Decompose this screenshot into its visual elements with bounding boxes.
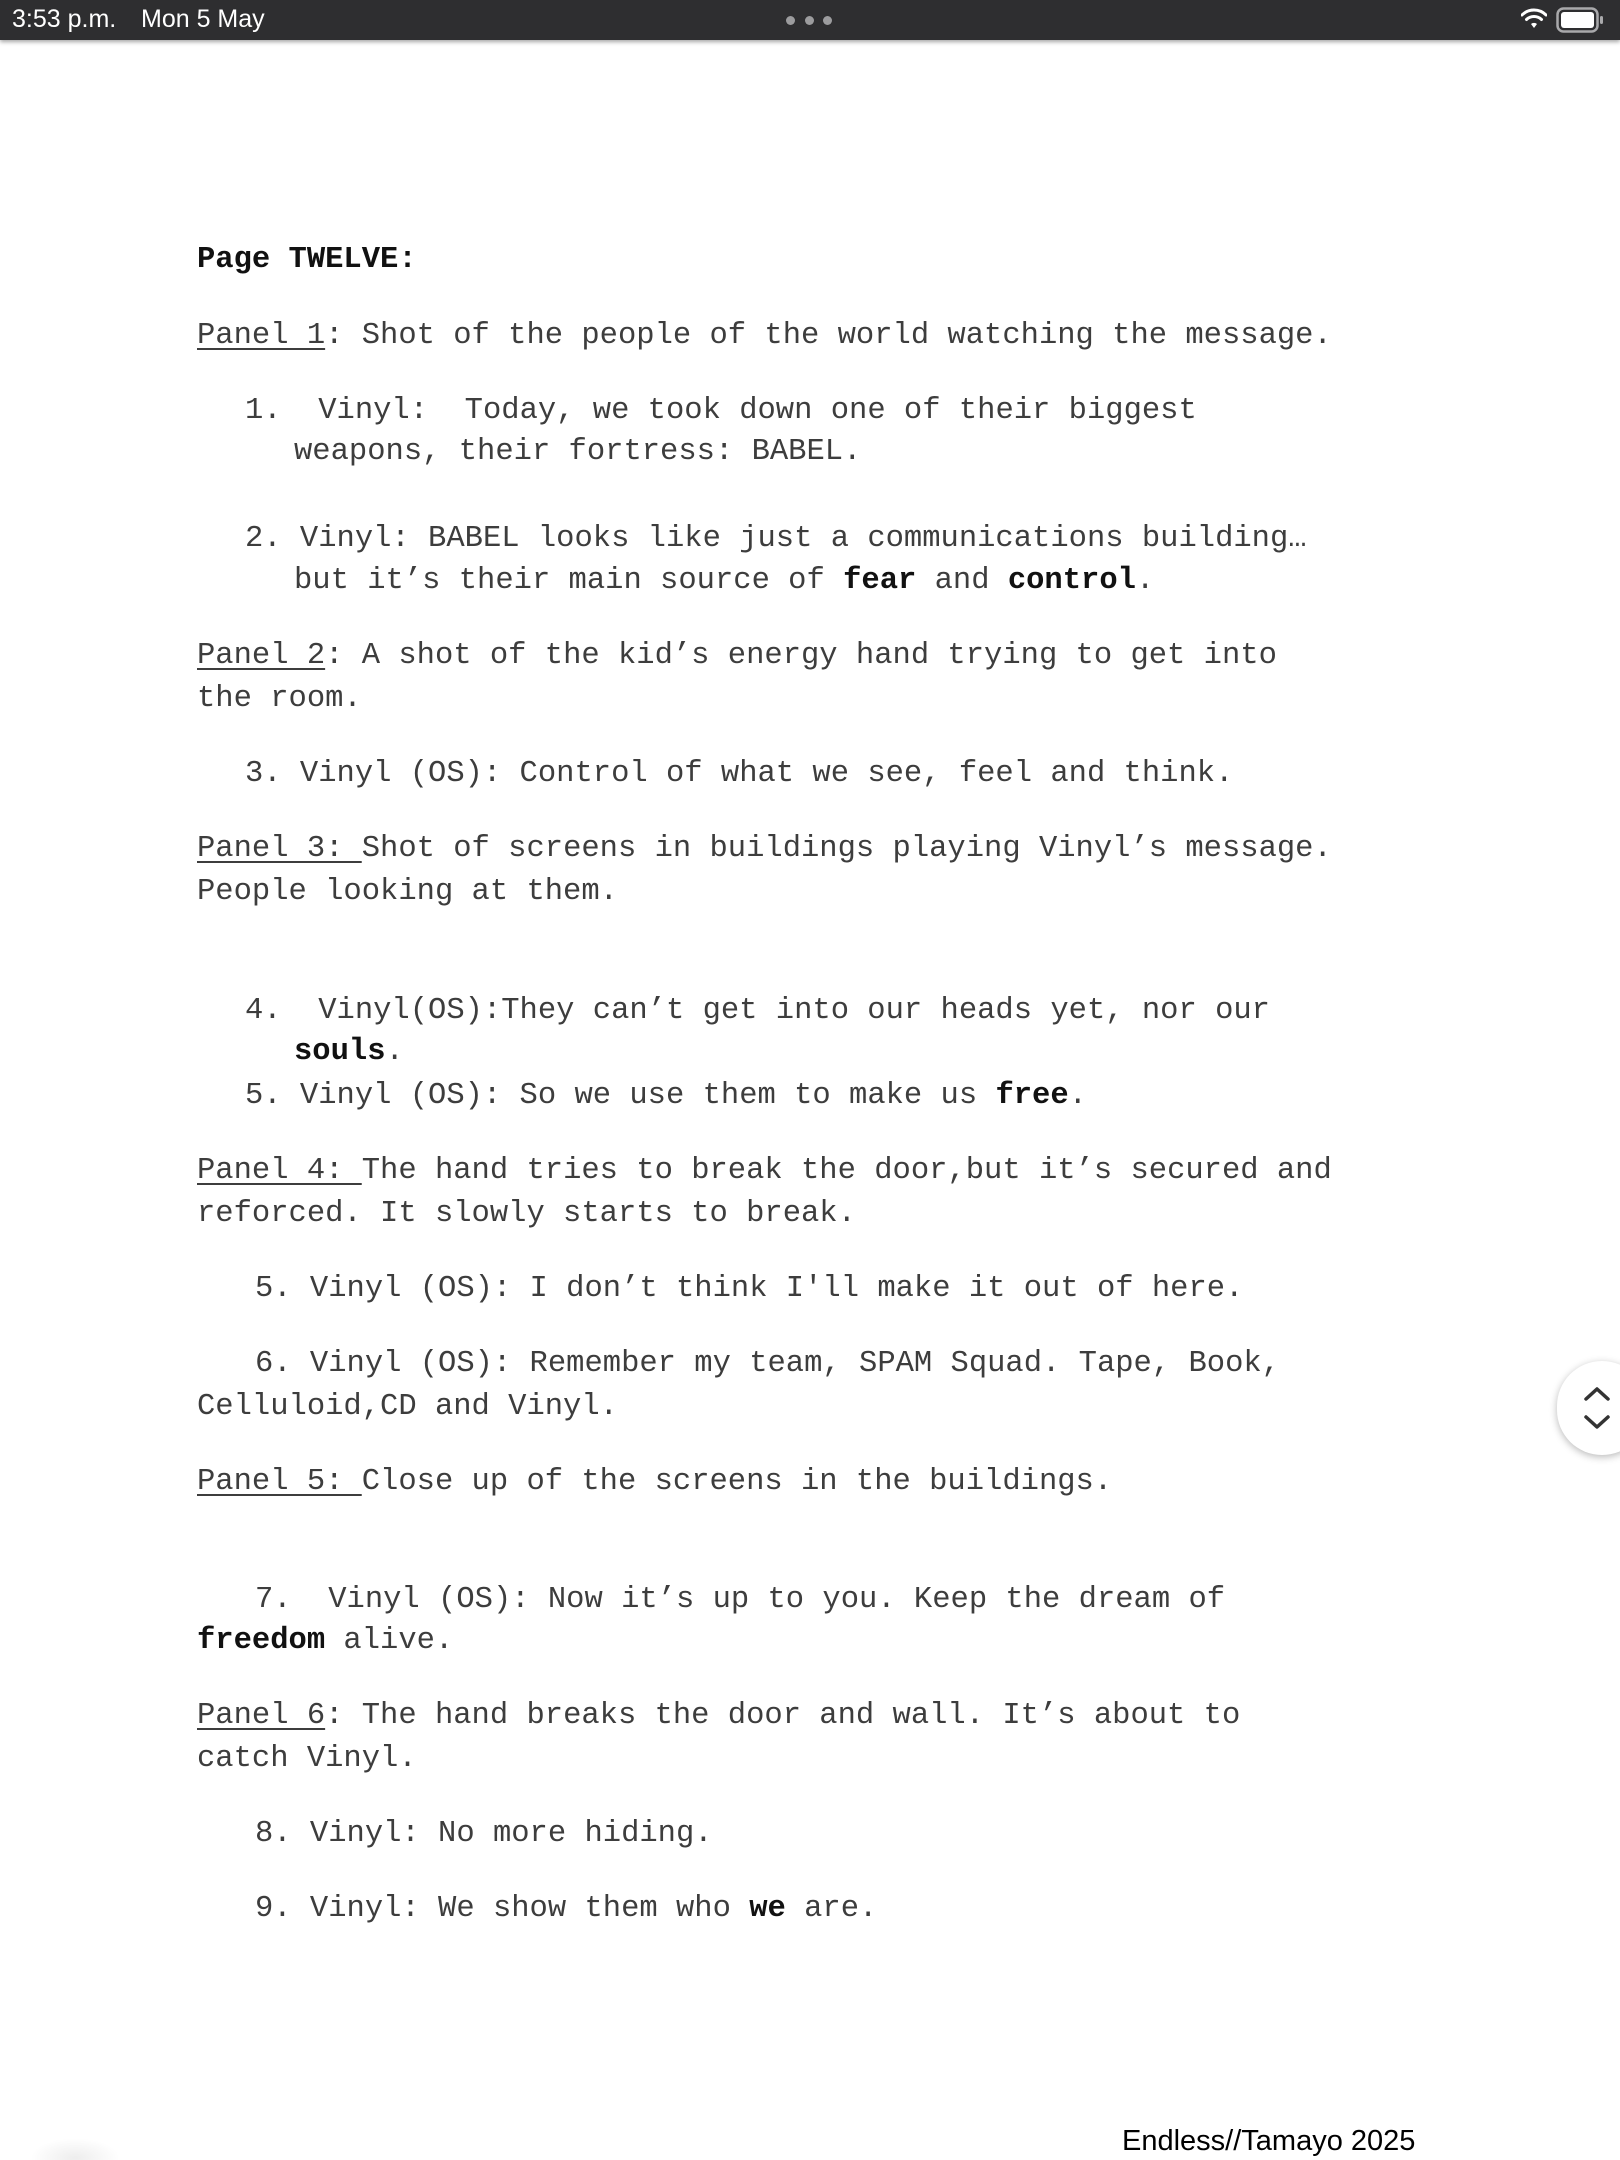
dialogue-5b [255, 1268, 1243, 1310]
dialogue-speaker: Vinyl: [318, 394, 429, 428]
page-title: Page TWELVE: [197, 243, 417, 277]
dialogue-text: Vinyl (OS): I don’t think I'll make it out of here. [309, 1272, 1244, 1306]
dialogue-9 [255, 1888, 877, 1930]
dialogue-number: 2. [245, 522, 282, 556]
panel-5 [197, 1461, 1112, 1503]
dialogue-4 [245, 990, 1270, 1032]
bold-word: fear [843, 564, 917, 598]
dialogue-2-cont [294, 560, 1154, 602]
chevron-down-icon [1586, 1417, 1608, 1427]
dialogue-number: 5. [255, 1272, 292, 1306]
dialogue-4-cont [294, 1031, 404, 1073]
dialogue-number: 1. [245, 394, 282, 428]
panel-2-cont: the room. [197, 682, 362, 716]
panel-text: Close up of the screens in the buildings. [361, 1465, 1113, 1499]
panel-label: Panel 1 [197, 319, 326, 353]
dialogue-number: 5. [245, 1079, 282, 1113]
dialogue-text: Vinyl: No more hiding. [309, 1817, 713, 1851]
wifi-icon [1521, 8, 1547, 30]
status-date: Mon 5 May [141, 5, 265, 33]
dialogue-1 [245, 390, 1197, 432]
dialogue-text: Vinyl (OS): So we use them to make us [299, 1079, 996, 1113]
dialogue-number: 6. [255, 1347, 292, 1381]
dialogue-number: 4. [245, 994, 282, 1028]
dialogue-2 [245, 518, 1307, 560]
panel-3-cont: People looking at them. [197, 875, 618, 909]
bold-word: free [995, 1079, 1069, 1113]
dialogue-text: . [385, 1035, 404, 1069]
dialogue-text: Today, we took down one of their biggest [464, 394, 1197, 428]
dialogue-text: Vinyl (OS): Remember my team, SPAM Squad. Tape, Book, [309, 1347, 1280, 1381]
dialogue-1-cont: weapons, their fortress: BABEL. [294, 435, 862, 469]
dialogue-text: Vinyl(OS):They can’t get into our heads yet, nor our [318, 994, 1270, 1028]
page-scroll-handle[interactable] [1557, 1361, 1620, 1455]
panel-4-cont: reforced. It slowly starts to break. [197, 1197, 856, 1231]
panel-4 [197, 1150, 1332, 1192]
dialogue-text: and [916, 564, 1008, 598]
dialogue-number: 9. [255, 1892, 292, 1926]
dialogue-text: Vinyl (OS): Control of what we see, feel and think. [299, 757, 1234, 791]
dialogue-number: 8. [255, 1817, 292, 1851]
panel-6 [197, 1695, 1240, 1737]
dialogue-text: Vinyl: BABEL looks like just a communications building… [299, 522, 1307, 556]
bold-word: we [749, 1892, 786, 1926]
status-bar [0, 0, 1620, 40]
battery-icon [1556, 7, 1604, 33]
dialogue-number: 3. [245, 757, 282, 791]
panel-6-cont: catch Vinyl. [197, 1742, 417, 1776]
panel-2 [197, 635, 1277, 677]
dialogue-7-cont [197, 1620, 453, 1662]
panel-text: : Shot of the people of the world watching the message. [325, 319, 1332, 353]
panel-label: Panel 3: [197, 832, 362, 866]
panel-label: Panel 2 [197, 639, 326, 673]
panel-text: The hand tries to break the door,but it’s secured and [361, 1154, 1332, 1188]
chevron-up-icon [1586, 1389, 1608, 1399]
panel-label: Panel 6 [197, 1699, 326, 1733]
panel-text: : A shot of the kid’s energy hand trying to get into [325, 639, 1277, 673]
scroll-chevrons [1580, 1380, 1614, 1436]
panel-label: Panel 4: [197, 1154, 362, 1188]
panel-3 [197, 828, 1332, 870]
dialogue-text: Vinyl: We show them who [309, 1892, 750, 1926]
bold-word: freedom [197, 1624, 326, 1658]
bold-word: control [1007, 564, 1136, 598]
dialogue-text: . [1068, 1079, 1087, 1113]
dialogue-number: 7. [255, 1583, 292, 1617]
dialogue-text: are. [785, 1892, 878, 1926]
panel-text: Shot of screens in buildings playing Vinyl’s message. [361, 832, 1332, 866]
dialogue-7 [255, 1579, 1225, 1621]
multitask-dots-icon[interactable] [786, 16, 832, 26]
status-time: 3:53 p.m. [12, 5, 117, 33]
bold-word: souls [294, 1035, 386, 1069]
panel-text: : The hand breaks the door and wall. It’s about to [325, 1699, 1241, 1733]
dialogue-text: alive. [325, 1624, 454, 1658]
dialogue-8 [255, 1813, 713, 1855]
footer-credit: Endless//Tamayo 2025 [1122, 2125, 1416, 2157]
dialogue-text: Vinyl (OS): Now it’s up to you. Keep the dream of [328, 1583, 1226, 1617]
home-indicator-shadow [30, 2138, 120, 2160]
dialogue-6-cont: Celluloid,CD and Vinyl. [197, 1390, 618, 1424]
panel-label: Panel 5: [197, 1465, 362, 1499]
dialogue-5a [245, 1075, 1087, 1117]
dialogue-text: but it’s their main source of [294, 564, 844, 598]
dialogue-3 [245, 753, 1233, 795]
dialogue-6 [255, 1343, 1280, 1385]
dialogue-text: . [1135, 564, 1155, 598]
panel-1 [197, 315, 1332, 357]
